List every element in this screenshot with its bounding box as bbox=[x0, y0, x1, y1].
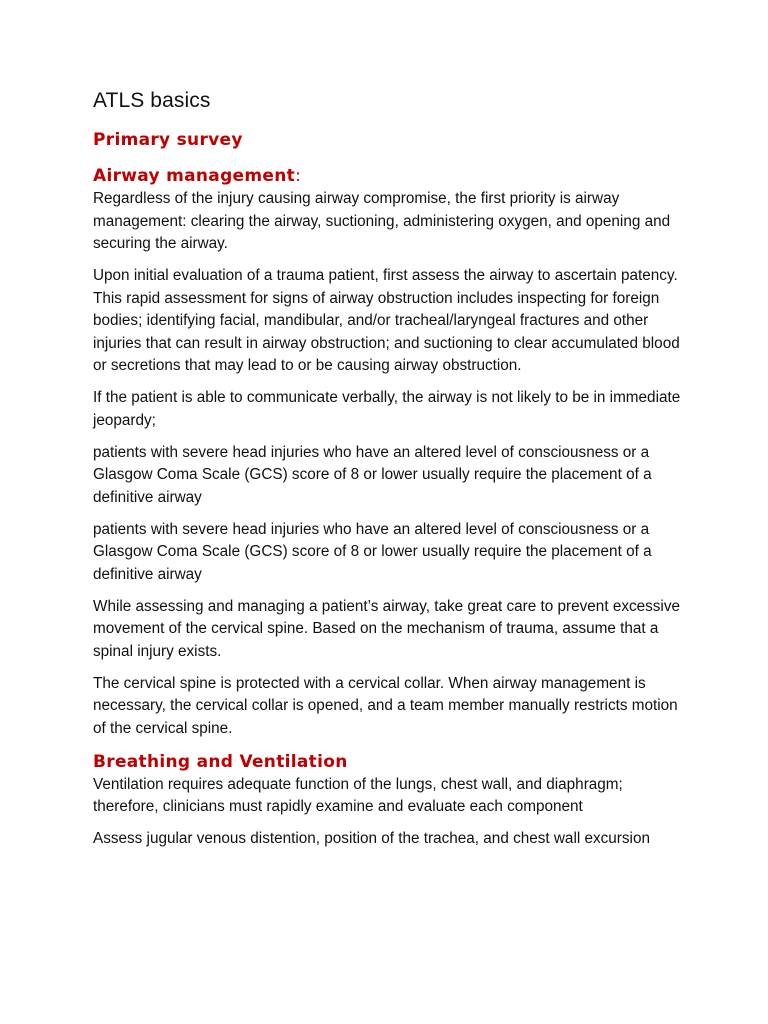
airway-heading-text: Airway management bbox=[93, 166, 296, 186]
document-page bbox=[93, 86, 683, 860]
breathing-paragraph-1: Ventilation requires adequate function of the lungs, chest wall, and diaphragm; therefore, clinicians must rapidly examine and evaluate each component bbox=[93, 775, 623, 815]
primary-survey-heading: Primary survey bbox=[93, 130, 243, 150]
airway-heading-colon: : bbox=[295, 166, 302, 186]
airway-paragraph-2: Upon initial evaluation of a trauma patient, first assess the airway to ascertain patency. This rapid assessment for signs of airway obstruction includes inspecting for foreign bodies; identifying facial, mandibular, and/or tracheal/laryngeal fractures and other injuries that can result in airway obstruction; and suctioning to clear accumulated blood or secretions that may lead to or be causing airway obstruction. bbox=[93, 267, 680, 374]
airway-paragraph-4: patients with severe head injuries who have an altered level of consciousness or a Glasgow Coma Scale (GCS) score of 8 or lower usually require the placement of a definitive airway bbox=[93, 443, 652, 506]
airway-paragraph-6: While assessing and managing a patient’s airway, take great care to prevent excessive movement of the cervical spine. Based on the mechanism of trauma, assume that a spinal injury exists. bbox=[93, 597, 680, 660]
airway-paragraph-1: Regardless of the injury causing airway compromise, the first priority is airway management: clearing the airway, suctioning, administering oxygen, and opening and securing the airway. bbox=[93, 190, 671, 252]
airway-management-heading bbox=[93, 164, 683, 188]
breathing-ventilation-heading: Breathing and Ventilation bbox=[93, 751, 348, 772]
airway-paragraph-7: The cervical spine is protected with a cervical collar. When airway management is necessary, the cervical collar is opened, and a team member manually restricts motion of the cervical spine. bbox=[93, 674, 678, 737]
airway-paragraph-5: patients with severe head injuries who have an altered level of consciousness or a Glasgow Coma Scale (GCS) score of 8 or lower usually require the placement of a definitive airway bbox=[93, 520, 652, 583]
breathing-paragraph-2: Assess jugular venous distention, position of the trachea, and chest wall excursion bbox=[93, 830, 650, 847]
airway-paragraph-3: If the patient is able to communicate verbally, the airway is not likely to be in immediate jeopardy; bbox=[93, 389, 681, 429]
document-title: ATLS basics bbox=[93, 89, 211, 112]
